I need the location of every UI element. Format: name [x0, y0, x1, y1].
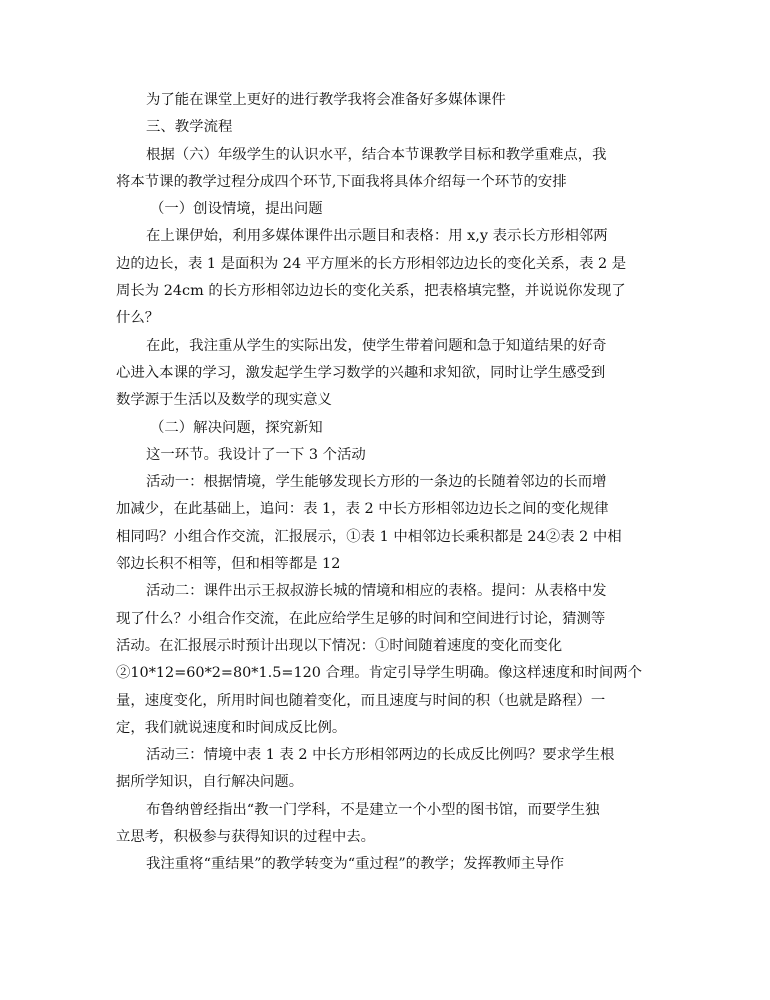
paragraph-line: 周长为 24cm 的长方形相邻边边长的变化关系，把表格填完整，并说说你发现了: [116, 283, 626, 300]
paragraph-line: 在上课伊始，利用多媒体课件出示题目和表格：用 x,y 表示长方形相邻两: [146, 228, 608, 245]
paragraph-line: 活动一：根据情境，学生能够发现长方形的一条边的长随着邻边的长而增: [146, 474, 607, 491]
paragraph-line: 这一环节。我设计了一下 3 个活动: [146, 446, 366, 463]
paragraph-line: 什么？: [116, 310, 160, 327]
paragraph-line: 定，我们就说速度和时间成反比例。: [116, 719, 347, 736]
paragraph-line: 现了什么？小组合作交流，在此应给学生足够的时间和空间进行讨论，猜测等: [116, 610, 606, 627]
paragraph-line: 边的边长，表 1 是面积为 24 平方厘米的长方形相邻边边长的变化关系，表 2 是: [116, 255, 627, 272]
paragraph-line: 根据（六）年级学生的认识水平，结合本节课教学目标和教学重难点，我: [146, 146, 607, 163]
paragraph-line: 活动。在汇报展示时预计出现以下情况：①时间随着速度的变化而变化: [116, 637, 563, 654]
paragraph-line: 活动三：情境中表 1 表 2 中长方形相邻两边的长成反比例吗？要求学生根: [146, 747, 615, 764]
paragraph-line: 数学源于生活以及数学的现实意义: [116, 392, 332, 409]
paragraph-line: 量，速度变化，所用时间也随着变化，而且速度与时间的积（也就是路程）一: [116, 692, 606, 709]
paragraph-line: 布鲁纳曾经指出“教一门学科，不是建立一个小型的图书馆，而要学生独: [146, 801, 600, 818]
subsection-heading: （一）创设情境，提出问题: [150, 201, 323, 218]
paragraph-line: 邻边长积不相等，但和相等都是 12: [116, 556, 341, 573]
paragraph-line: 为了能在课堂上更好的进行教学我将会准备好多媒体课件: [146, 92, 506, 108]
paragraph-line: ②10*12=60*2=80*1.5=120 合理。肯定引导学生明确。像这样速度和时间两个: [116, 665, 643, 682]
paragraph-line: 将本节课的教学过程分成四个环节,下面我将具体介绍每一个环节的安排: [116, 173, 567, 190]
paragraph-line: 相同吗？小组合作交流，汇报展示，①表 1 中相邻边长乘积都是 24②表 2 中相: [116, 528, 622, 545]
paragraph-line: 在此，我注重从学生的实际出发，使学生带着问题和急于知道结果的好奇: [146, 337, 607, 354]
paragraph-line: 活动二：课件出示王叔叔游长城的情境和相应的表格。提问：从表格中发: [146, 583, 607, 600]
paragraph-line: 立思考，积极参与获得知识的过程中去。: [116, 829, 376, 846]
paragraph-line: 心进入本课的学习，激发起学生学习数学的兴趣和求知欲，同时让学生感受到: [116, 364, 606, 381]
paragraph-line: 据所学知识，自行解决问题。: [116, 774, 304, 791]
section-heading: 三、教学流程: [146, 119, 233, 136]
paragraph-line: 加减少，在此基础上，追问：表 1，表 2 中长方形相邻边边长之间的变化规律: [116, 501, 609, 518]
subsection-heading: （二）解决问题，探究新知: [150, 419, 323, 436]
paragraph-line: 我注重将“重结果”的教学转变为“重过程”的教学；发挥教师主导作: [146, 856, 564, 873]
document-body: [116, 87, 656, 879]
